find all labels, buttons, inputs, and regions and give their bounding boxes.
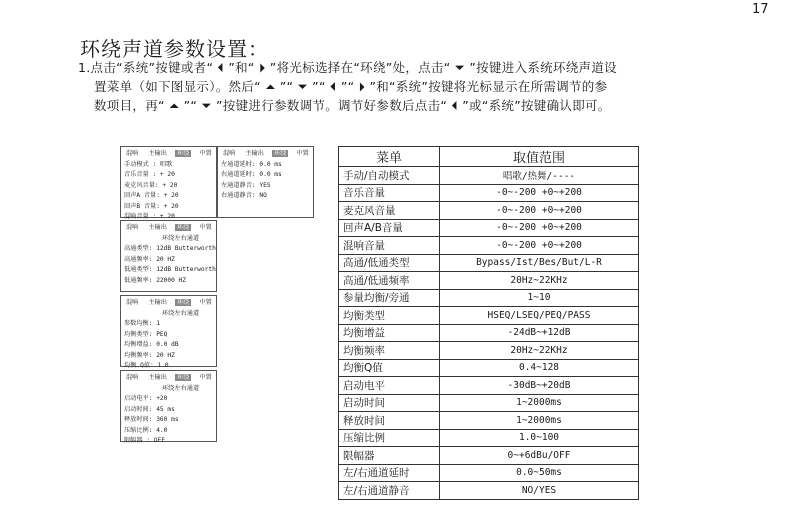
range-cell: 1~2000ms bbox=[440, 412, 639, 430]
table-row bbox=[339, 237, 639, 255]
screen-row: 左通道静音: YES bbox=[221, 181, 271, 189]
lcd-screen-delay bbox=[217, 146, 314, 218]
screen-row: 均衡频率: 20 HZ bbox=[124, 351, 175, 359]
menu-cell: 手动/自动模式 bbox=[339, 167, 440, 185]
section-heading: 环绕声道参数设置： bbox=[80, 37, 269, 61]
menu-cell: 回声A/B音量 bbox=[339, 219, 440, 237]
table-row bbox=[339, 184, 639, 202]
screen-tabs bbox=[124, 298, 213, 309]
table-row bbox=[339, 447, 639, 465]
screen-tab: 混响 bbox=[126, 150, 139, 157]
screen-tab: 环绕 bbox=[176, 224, 190, 231]
table-row bbox=[339, 167, 639, 185]
range-cell: Bypass/Ist/Bes/But/L-R bbox=[440, 254, 639, 272]
screen-row: 左通道延时: 0.0 ms bbox=[221, 160, 282, 168]
menu-cell: 均衡频率 bbox=[339, 342, 440, 360]
menu-cell: 均衡增益 bbox=[339, 324, 440, 342]
instruction-paragraph bbox=[78, 58, 718, 115]
table-row bbox=[339, 219, 639, 237]
table-row bbox=[339, 429, 639, 447]
header-menu: 菜单 bbox=[339, 147, 440, 167]
menu-cell: 启动时间 bbox=[339, 394, 440, 412]
menu-cell: 均衡Q值 bbox=[339, 359, 440, 377]
screen-tabs bbox=[124, 373, 213, 384]
range-cell: -24dB~+12dB bbox=[440, 324, 639, 342]
range-cell: 1.0~100 bbox=[440, 429, 639, 447]
screen-row: 启动时间: 45 ms bbox=[124, 405, 175, 413]
menu-cell: 麦克风音量 bbox=[339, 202, 440, 220]
range-cell: 1~2000ms bbox=[440, 394, 639, 412]
screen-row: 限幅器 : OFF bbox=[124, 437, 165, 444]
range-cell: 20Hz~22KHz bbox=[440, 272, 639, 290]
range-cell: 0.4~128 bbox=[440, 359, 639, 377]
screen-row: 均衡增益: 0.0 dB bbox=[124, 341, 179, 348]
screen-tabs bbox=[124, 223, 213, 234]
screen-row: 麦克风音量: + 20 bbox=[124, 181, 178, 189]
range-cell: -30dB~+20dB bbox=[440, 377, 639, 395]
screen-row: 音乐音量 : + 20 bbox=[124, 171, 175, 178]
screen-tab: 环绕 bbox=[176, 150, 190, 157]
screen-row: 低通频率: 22000 HZ bbox=[124, 276, 187, 284]
screen-row: 右通道静音: NO bbox=[221, 192, 267, 199]
screen-title: 环绕左右通道 bbox=[162, 384, 200, 392]
table-row bbox=[339, 464, 639, 482]
screen-tab: 混响 bbox=[126, 374, 139, 381]
menu-cell: 限幅器 bbox=[339, 447, 440, 465]
screen-row: 手动模式 : 唱歌 bbox=[124, 160, 173, 168]
screen-tab: 主输出 bbox=[148, 150, 167, 157]
range-cell: -0~-200 +0~+200 bbox=[440, 219, 639, 237]
menu-cell: 均衡类型 bbox=[339, 307, 440, 325]
screen-title: 环绕左右通道 bbox=[162, 309, 200, 317]
menu-cell: 混响音量 bbox=[339, 237, 440, 255]
table-row bbox=[339, 324, 639, 342]
table-row bbox=[339, 394, 639, 412]
table-header-row bbox=[339, 147, 639, 167]
screen-tab: 主输出 bbox=[148, 224, 167, 231]
range-cell: 1~10 bbox=[440, 289, 639, 307]
screen-row: 低通类型: 12dB Butterworth bbox=[124, 266, 216, 273]
screen-tabs bbox=[124, 149, 213, 160]
instruction-line-1: 1.点击“系统”按键或者“ ⏴ ”和“ ⏵ ”将光标选择在“环绕”处，点击“ ⏷ ”按键进入系统环绕声道设 bbox=[78, 60, 617, 75]
screen-row: 高通频率: 20 HZ bbox=[124, 255, 175, 263]
menu-cell: 左/右通道延时 bbox=[339, 464, 440, 482]
screen-tab: 中置 bbox=[199, 150, 212, 157]
screen-tab: 混响 bbox=[126, 224, 139, 231]
screen-title: 环绕左右通道 bbox=[162, 234, 200, 242]
table-row bbox=[339, 289, 639, 307]
screen-tab: 中置 bbox=[296, 150, 309, 157]
range-cell: 唱歌/热舞/---- bbox=[440, 167, 639, 185]
table-row bbox=[339, 412, 639, 430]
screen-row: 均衡类型: PEQ bbox=[124, 330, 168, 338]
table-row bbox=[339, 482, 639, 500]
range-cell: 0~+6dBu/OFF bbox=[440, 447, 639, 465]
range-cell: 20Hz~22KHz bbox=[440, 342, 639, 360]
lcd-screen-filter bbox=[120, 220, 217, 292]
lcd-screen-levels bbox=[120, 146, 217, 218]
menu-cell: 参量均衡/旁通 bbox=[339, 289, 440, 307]
screen-tab: 混响 bbox=[223, 150, 236, 157]
menu-cell: 高通/低通频率 bbox=[339, 272, 440, 290]
screen-row: 压缩比例: 4.0 bbox=[124, 426, 168, 434]
screen-row: 右通道延时: 0.0 ms bbox=[221, 171, 282, 178]
table-row bbox=[339, 377, 639, 395]
lcd-screen-compressor bbox=[120, 370, 217, 442]
screen-tab: 主输出 bbox=[245, 150, 264, 157]
menu-cell: 音乐音量 bbox=[339, 184, 440, 202]
screen-row: 回声A 音量: + 20 bbox=[124, 192, 179, 199]
screen-tab: 主输出 bbox=[148, 299, 167, 306]
table-row bbox=[339, 307, 639, 325]
range-cell: -0~-200 +0~+200 bbox=[440, 202, 639, 220]
instruction-line-2: 置菜单（如下图显示）。然后“ ⏶ ”“ ⏷ ”“ ⏴ ”“ ⏵ ”和“系统”按键将光标显示在所需调节的参 bbox=[94, 79, 608, 94]
range-cell: -0~-200 +0~+200 bbox=[440, 237, 639, 255]
screen-row: 释放时间: 360 ms bbox=[124, 416, 179, 423]
page-number: 17 bbox=[752, 2, 769, 17]
menu-cell: 释放时间 bbox=[339, 412, 440, 430]
screen-row: 均衡 Q值: 1.0 bbox=[124, 362, 169, 369]
menu-cell: 高通/低通类型 bbox=[339, 254, 440, 272]
range-cell: 0.0~50ms bbox=[440, 464, 639, 482]
screen-tab: 环绕 bbox=[273, 150, 287, 157]
screen-tab: 中置 bbox=[199, 374, 212, 381]
screen-tab: 环绕 bbox=[176, 374, 190, 381]
instruction-line-3: 数项目，再“ ⏶ ”“ ⏷ ”按键进行参数调节。调节好参数后点击“ ⏴ ”或“系统”按键确认即可。 bbox=[94, 98, 611, 113]
screen-tab: 中置 bbox=[199, 299, 212, 306]
menu-cell: 左/右通道静音 bbox=[339, 482, 440, 500]
lcd-screen-eq bbox=[120, 295, 217, 367]
parameter-range-table bbox=[338, 146, 639, 500]
screen-tab: 中置 bbox=[199, 224, 212, 231]
screen-tabs bbox=[221, 149, 310, 160]
menu-cell: 压缩比例 bbox=[339, 429, 440, 447]
screen-row: 启动电平: +20 bbox=[124, 395, 168, 402]
screen-tab: 主输出 bbox=[148, 374, 167, 381]
screen-row: 参数均衡: 1 bbox=[124, 320, 160, 327]
table-row bbox=[339, 342, 639, 360]
screen-tab: 环绕 bbox=[176, 299, 190, 306]
range-cell: HSEQ/LSEQ/PEQ/PASS bbox=[440, 307, 639, 325]
screen-row: 回声B 音量: + 20 bbox=[124, 202, 179, 210]
header-range: 取值范围 bbox=[440, 147, 639, 167]
range-cell: -0~-200 +0~+200 bbox=[440, 184, 639, 202]
screen-row: 混响音量 : + 20 bbox=[124, 213, 175, 220]
table-row bbox=[339, 254, 639, 272]
screen-row: 高通类型: 12dB Butterworth bbox=[124, 245, 216, 252]
table-row bbox=[339, 272, 639, 290]
range-cell: NO/YES bbox=[440, 482, 639, 500]
table-row bbox=[339, 359, 639, 377]
menu-cell: 启动电平 bbox=[339, 377, 440, 395]
screen-tab: 混响 bbox=[126, 299, 139, 306]
table-row bbox=[339, 202, 639, 220]
